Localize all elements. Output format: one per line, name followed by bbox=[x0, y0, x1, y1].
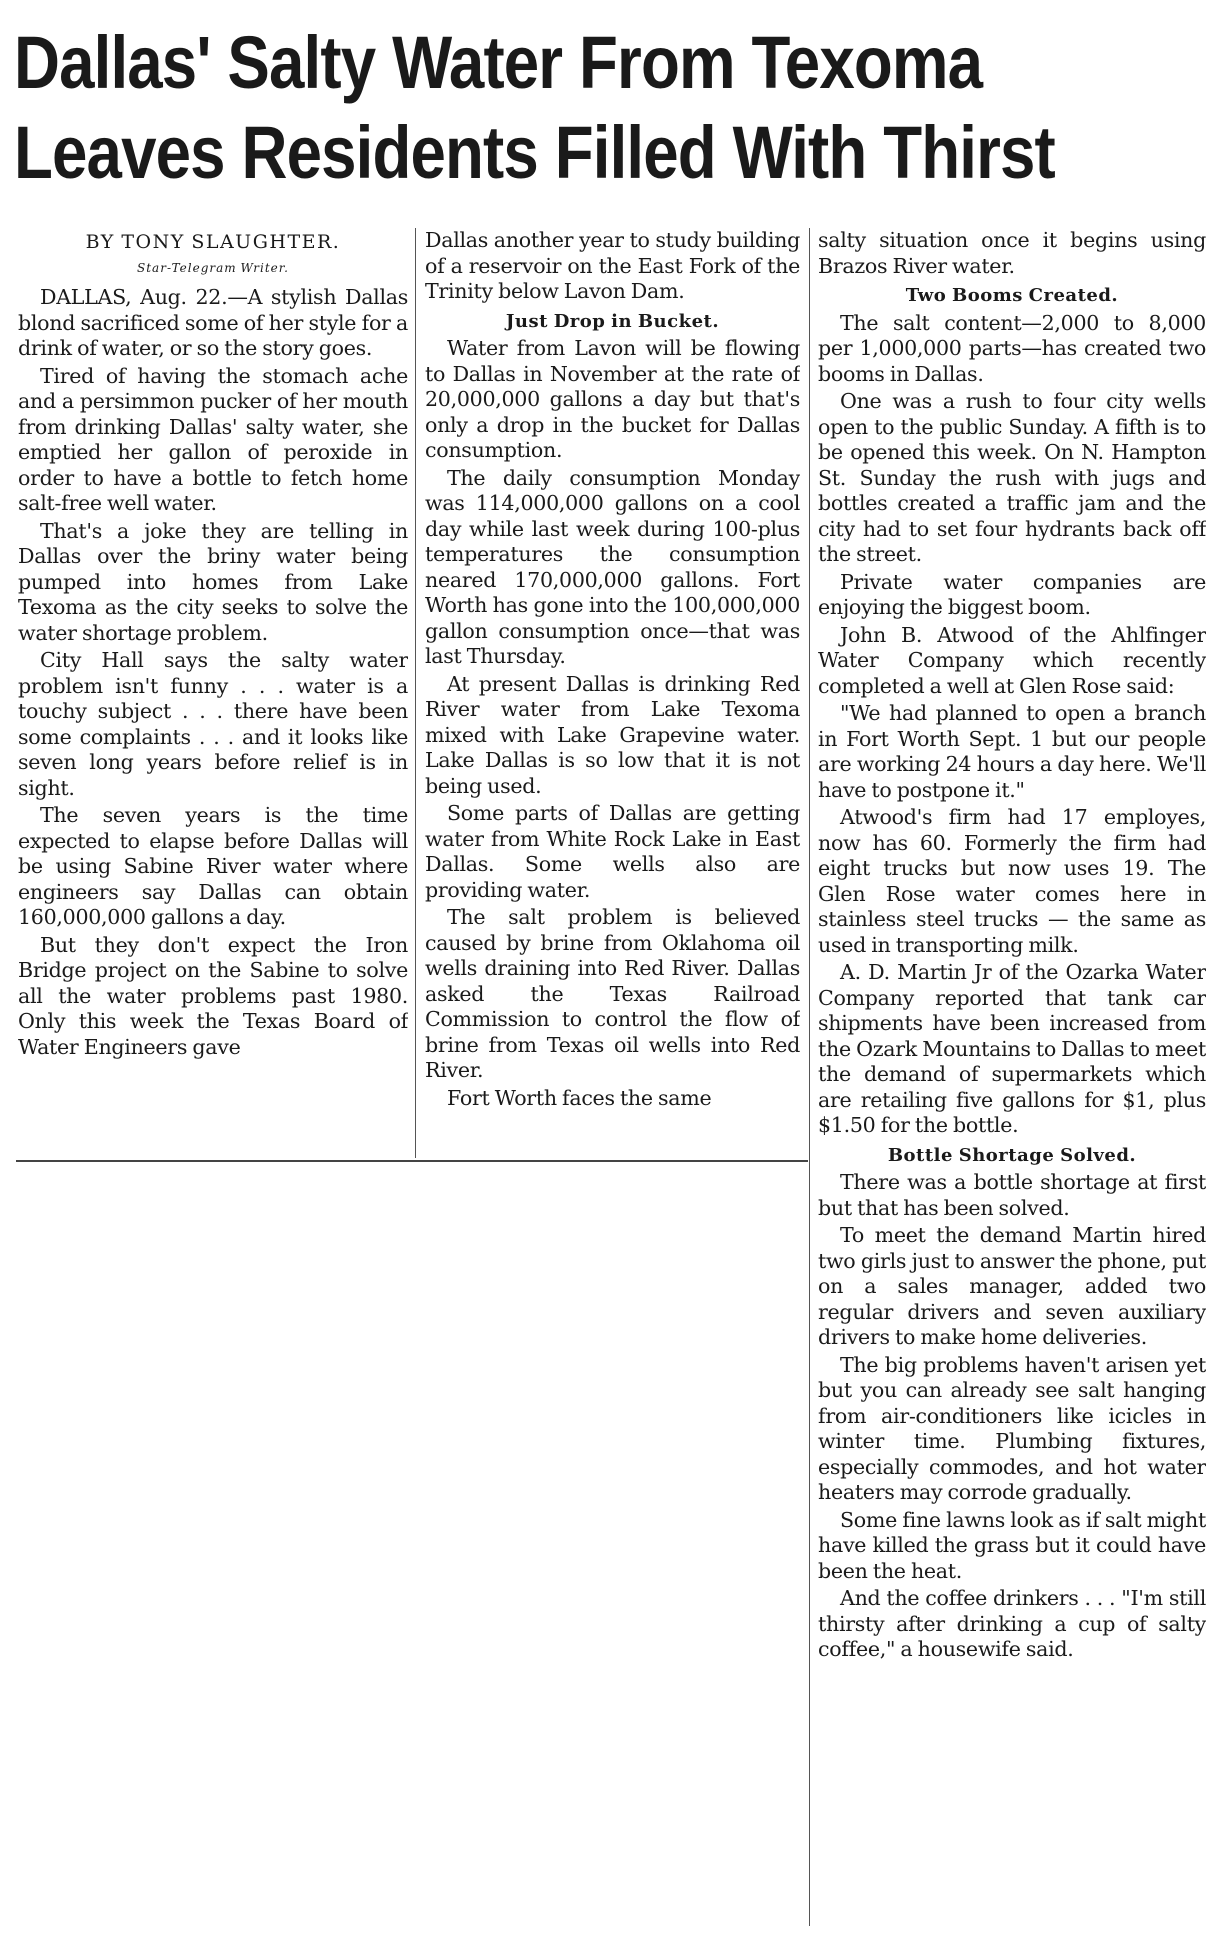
paragraph: A. D. Martin Jr of the Ozarka Water Company reported that tank car shipments have been increased from the Ozark Mountains to Dallas to meet the demand of supermarkets which are retailing five gallons for $1, plus $1.50 for the bottle. bbox=[818, 960, 1206, 1137]
byline: BY TONY SLAUGHTER. bbox=[85, 231, 341, 253]
paragraph: The daily consumption Monday was 114,000,000 gallons on a cool day while last week during 100-plus temperatures the consumption neared 170,000,000 gallons. Fort Worth has gone into the 100,000,000 gallon consumption once—that was last Thursday. bbox=[425, 465, 800, 668]
article-column-3 bbox=[818, 228, 1206, 1926]
paragraph: Fort Worth faces the same bbox=[447, 1085, 712, 1110]
paragraph: One was a rush to four city wells open to the public Sunday. A fifth is to be opened this week. On N. Hampton St. Sunday the rush with jugs and bottles created a traffic jam and the city had to set four hydrants back off the street. bbox=[818, 389, 1206, 566]
paragraph: Tired of having the stomach ache and a persimmon pucker of her mouth from drinking Dallas' salty water, she emptied her gallon of peroxide in order to have a bottle to fetch home salt-free well water. bbox=[18, 363, 408, 515]
paragraph: At present Dallas is drinking Red River water from Lake Texoma mixed with Lake Grapevine water. Lake Dallas is so low that it is not being used. bbox=[425, 671, 800, 798]
paragraph: That's a joke they are telling in Dallas over the briny water being pumped into homes from Lake Texoma as the city seeks to solve the water shortage problem. bbox=[18, 518, 408, 645]
paragraph: The seven years is the time expected to elapse before Dallas will be using Sabine River water where engineers say Dallas can obtain 160,000,000 gallons a day. bbox=[18, 803, 408, 929]
headline-line-2: Leaves Residents Filled With Thirst bbox=[14, 111, 1055, 194]
paragraph: Some fine lawns look as if salt might have killed the grass but it could have been the heat. bbox=[818, 1507, 1206, 1583]
subhead: Just Drop in Bucket. bbox=[505, 310, 720, 332]
paragraph: But they don't expect the Iron Bridge project on the Sabine to solve all the water problems past 1980. Only this week the Texas Board of Water Engineers gave bbox=[18, 932, 408, 1059]
subhead: Two Booms Created. bbox=[905, 285, 1119, 306]
byline-credit: Star-Telegram Writer. bbox=[137, 260, 289, 275]
subhead: Bottle Shortage Solved. bbox=[887, 1144, 1137, 1166]
paragraph: The big problems haven't arisen yet but you can already see salt hanging from air-conditioners like icicles in winter time. Plumbing fixtures, especially commodes, and hot water heaters may corrode gradually. bbox=[818, 1352, 1206, 1504]
paragraph: And the coffee drinkers . . . "I'm still thirsty after drinking a cup of salty coffee," a housewife said. bbox=[818, 1586, 1206, 1661]
paragraph: Water from Lavon will be flowing to Dallas in November at the rate of 20,000,000 gallons a day but that's only a drop in the bucket for Dallas consumption. bbox=[425, 336, 800, 462]
article-column-2 bbox=[425, 228, 800, 1158]
bottom-rule bbox=[16, 1160, 808, 1162]
paragraph: The salt content—2,000 to 8,000 per 1,000,000 parts—has created two booms in Dallas. bbox=[818, 310, 1206, 386]
paragraph: Some parts of Dallas are getting water from White Rock Lake in East Dallas. Some wells also are providing water. bbox=[425, 801, 800, 902]
paragraph: There was a bottle shortage at first but that has been solved. bbox=[818, 1170, 1206, 1220]
paragraph: John B. Atwood of the Ahlfinger Water Company which recently completed a well at Glen Rose said: bbox=[818, 622, 1206, 698]
headline bbox=[14, 18, 1055, 198]
paragraph: Private water companies are enjoying the biggest boom. bbox=[818, 569, 1206, 619]
paragraph: "We had planned to open a branch in Fort Worth Sept. 1 but our people are working 24 hours a day here. We'll have to postpone it." bbox=[818, 701, 1206, 802]
paragraph-continued: Dallas another year to study building of a reservoir on the East Fork of the Trinity below Lavon Dam. bbox=[425, 228, 800, 303]
paragraph: To meet the demand Martin hired two girls just to answer the phone, put on a sales manager, added two regular drivers and seven auxiliary drivers to make home deliveries. bbox=[818, 1223, 1206, 1349]
column-rule-1 bbox=[415, 228, 416, 1158]
column-rule-2 bbox=[809, 228, 810, 1926]
paragraph: Atwood's firm had 17 employes, now has 60. Formerly the firm had eight trucks but now uses 19. The Glen Rose water comes here in stainless steel trucks — the same as used in transporting milk. bbox=[818, 805, 1206, 957]
headline-line-1: Dallas' Salty Water From Texoma bbox=[14, 21, 983, 104]
paragraph-continued: salty situation once it begins using Brazos River water. bbox=[818, 228, 1206, 278]
paragraph: DALLAS, Aug. 22.—A stylish Dallas blond sacrificed some of her style for a drink of water, or so the story goes. bbox=[18, 285, 408, 360]
paragraph: The salt problem is believed caused by brine from Oklahoma oil wells draining into Red River. Dallas asked the Texas Railroad Commission to control the flow of brine from Texas oil wells into Red River. bbox=[425, 905, 800, 1082]
paragraph: City Hall says the salty water problem isn't funny . . . water is a touchy subject . . . there have been some complaints . . . and it looks like seven long years before relief is in sight. bbox=[18, 648, 408, 800]
article-column-1 bbox=[18, 228, 408, 1158]
